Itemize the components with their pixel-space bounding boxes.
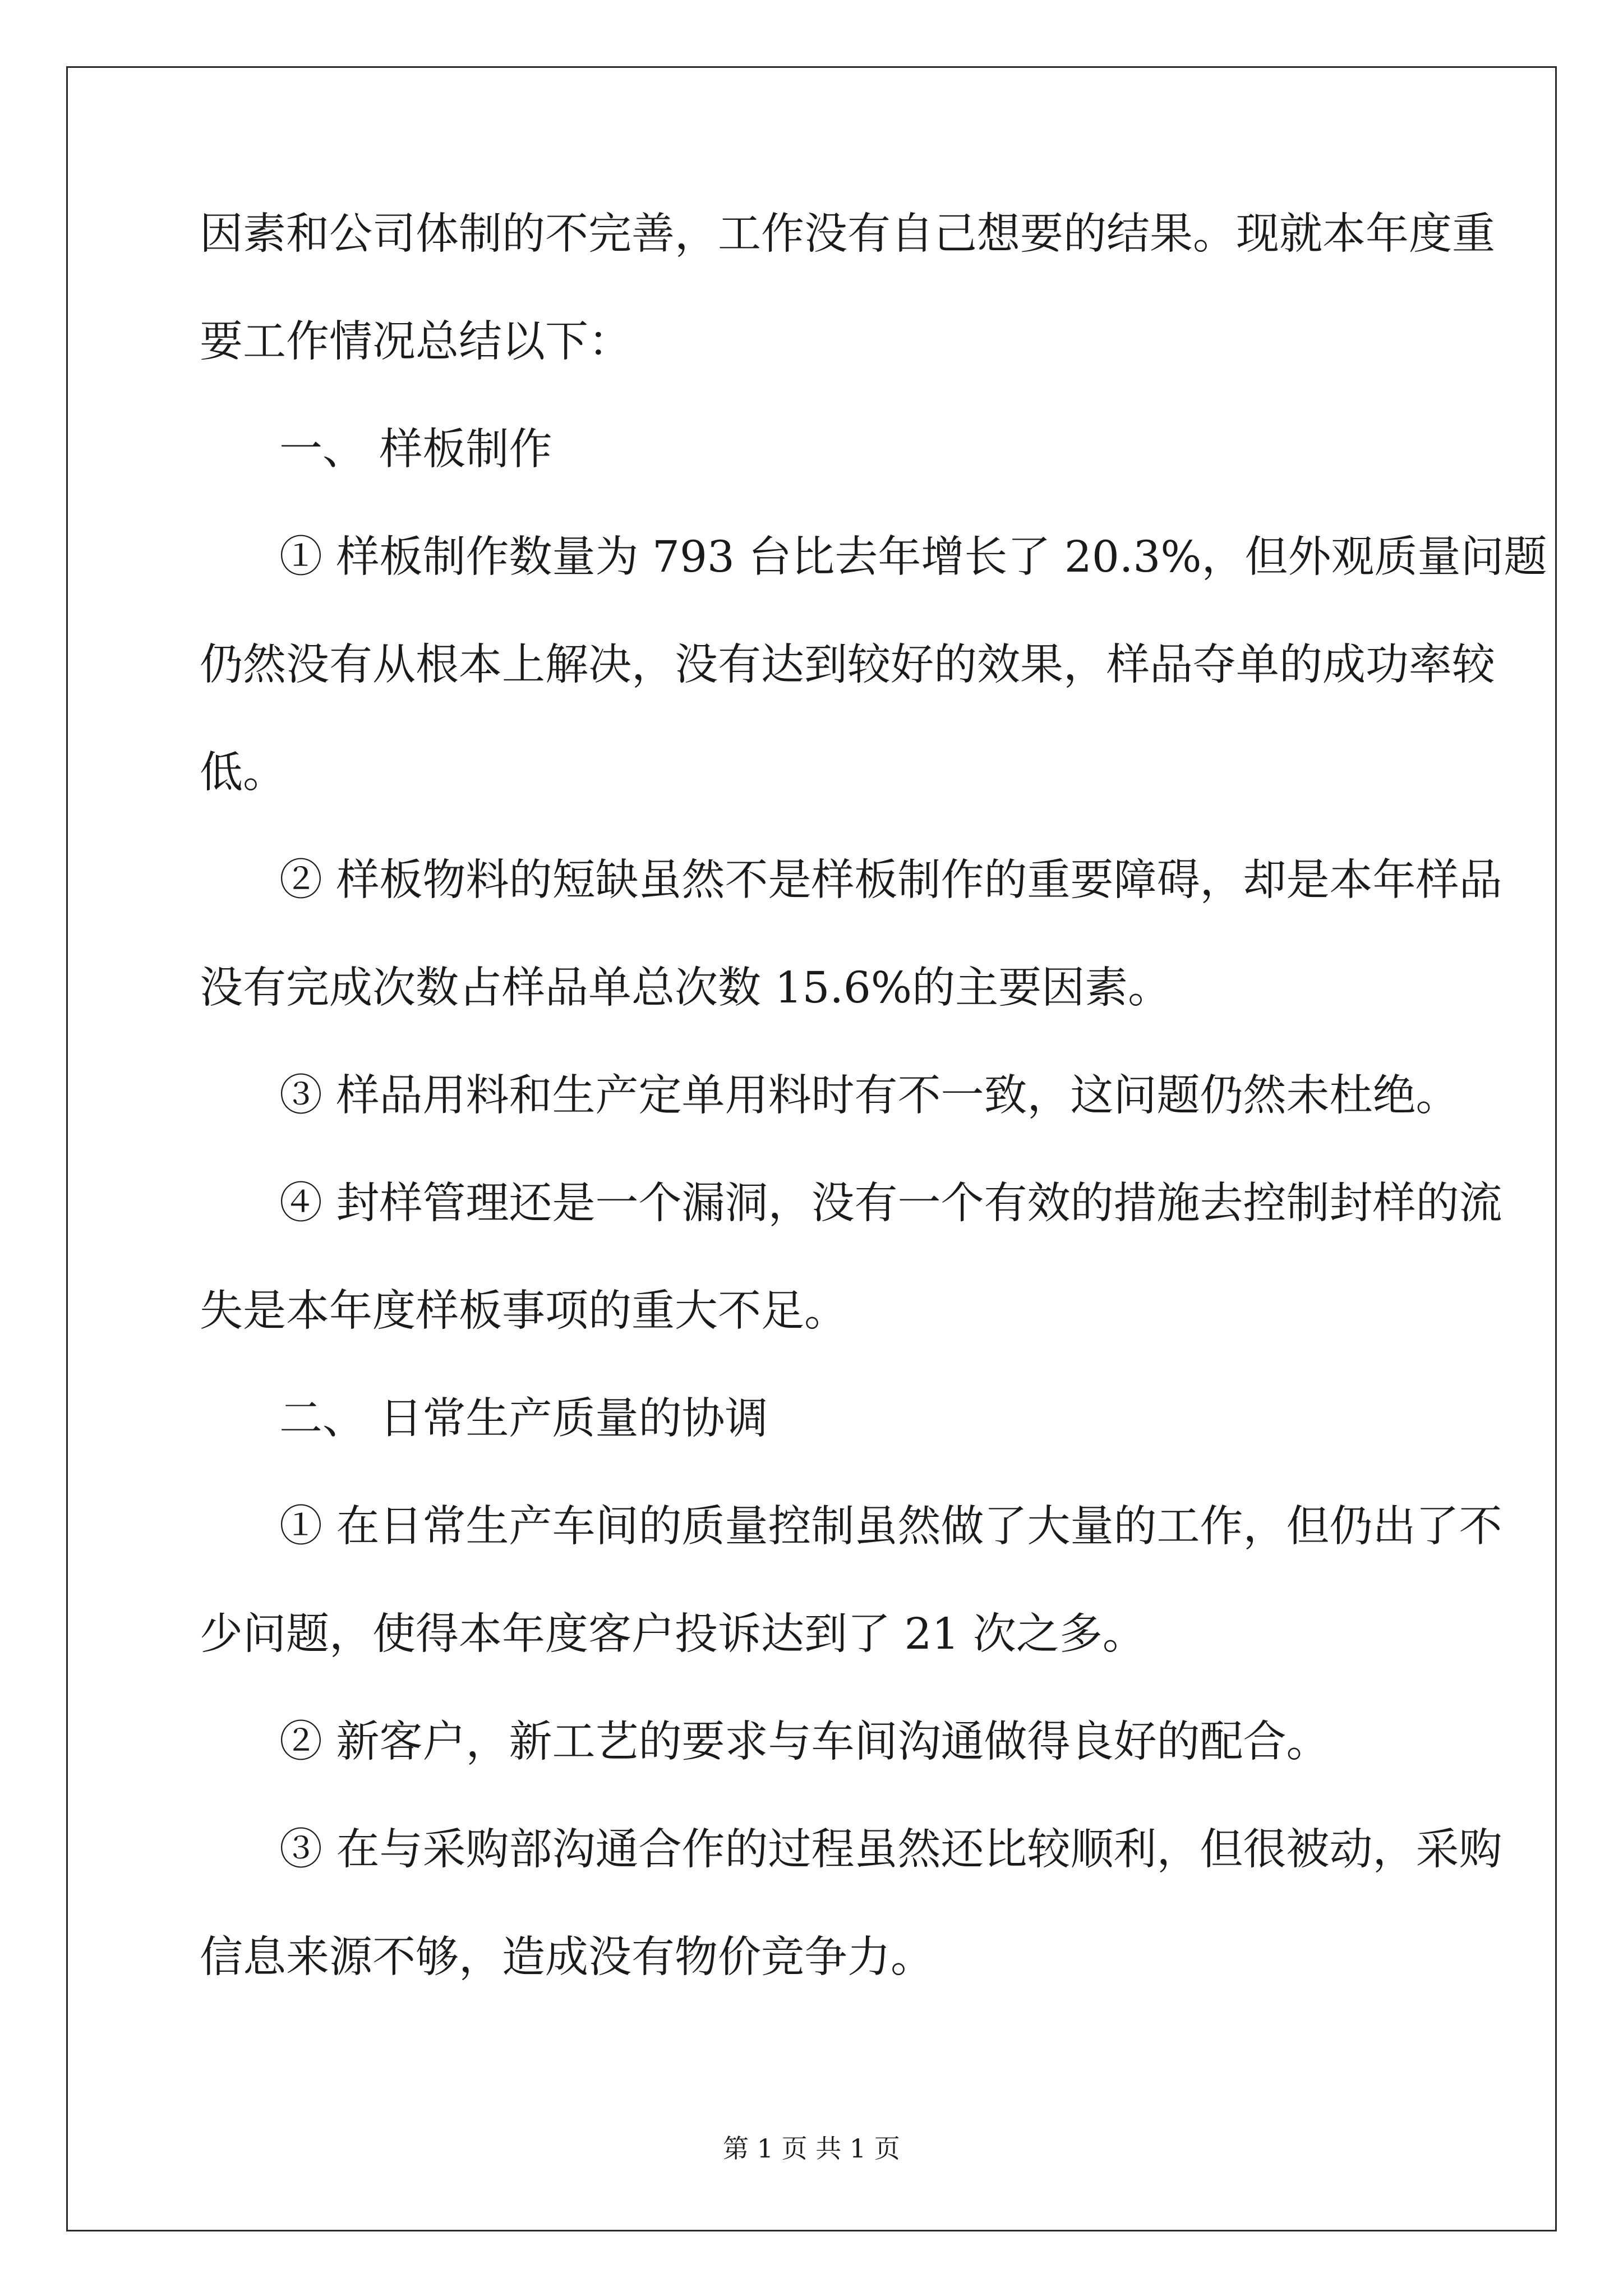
text-line-10: ④ 封样管理还是一个漏洞，没有一个有效的措施去控制封样的流 — [279, 1179, 1502, 1228]
text-line-6: 低。 — [200, 748, 286, 798]
text-line-1: 因素和公司体制的不完善，工作没有自己想要的结果。现就本年度重 — [200, 209, 1495, 259]
text-line-5: 仍然没有从根本上解决，没有达到较好的效果，样品夺单的成功率较 — [200, 640, 1495, 690]
section-heading-1: 一、 样板制作 — [279, 425, 552, 475]
page-border — [66, 66, 1557, 2231]
text-line-8: 没有完成次数占样品单总次数 15.6%的主要因素。 — [200, 963, 1172, 1013]
text-line-15: ② 新客户，新工艺的要求与车间沟通做得良好的配合。 — [279, 1717, 1330, 1767]
text-line-4: ① 样板制作数量为 793 台比去年增长了 20.3%，但外观质量问题 — [279, 532, 1547, 582]
section-heading-2: 二、 日常生产质量的协调 — [279, 1394, 768, 1444]
text-line-7: ② 样板物料的短缺虽然不是样板制作的重要障碍，却是本年样品 — [279, 855, 1502, 905]
text-line-13: ① 在日常生产车间的质量控制虽然做了大量的工作，但仍出了不 — [279, 1502, 1502, 1552]
text-line-17: 信息来源不够，造成没有物价竞争力。 — [200, 1932, 934, 1982]
text-line-9: ③ 样品用料和生产定单用料时有不一致，这问题仍然未杜绝。 — [279, 1071, 1459, 1121]
text-line-14: 少问题，使得本年度客户投诉达到了 21 次之多。 — [200, 1609, 1146, 1659]
text-line-11: 失是本年度样板事项的重大不足。 — [200, 1286, 847, 1336]
text-line-2: 要工作情况总结以下： — [200, 317, 631, 367]
text-line-16: ③ 在与采购部沟通合作的过程虽然还比较顺利，但很被动，采购 — [279, 1825, 1502, 1875]
page-number-footer: 第 1 页 共 1 页 — [723, 2133, 900, 2164]
